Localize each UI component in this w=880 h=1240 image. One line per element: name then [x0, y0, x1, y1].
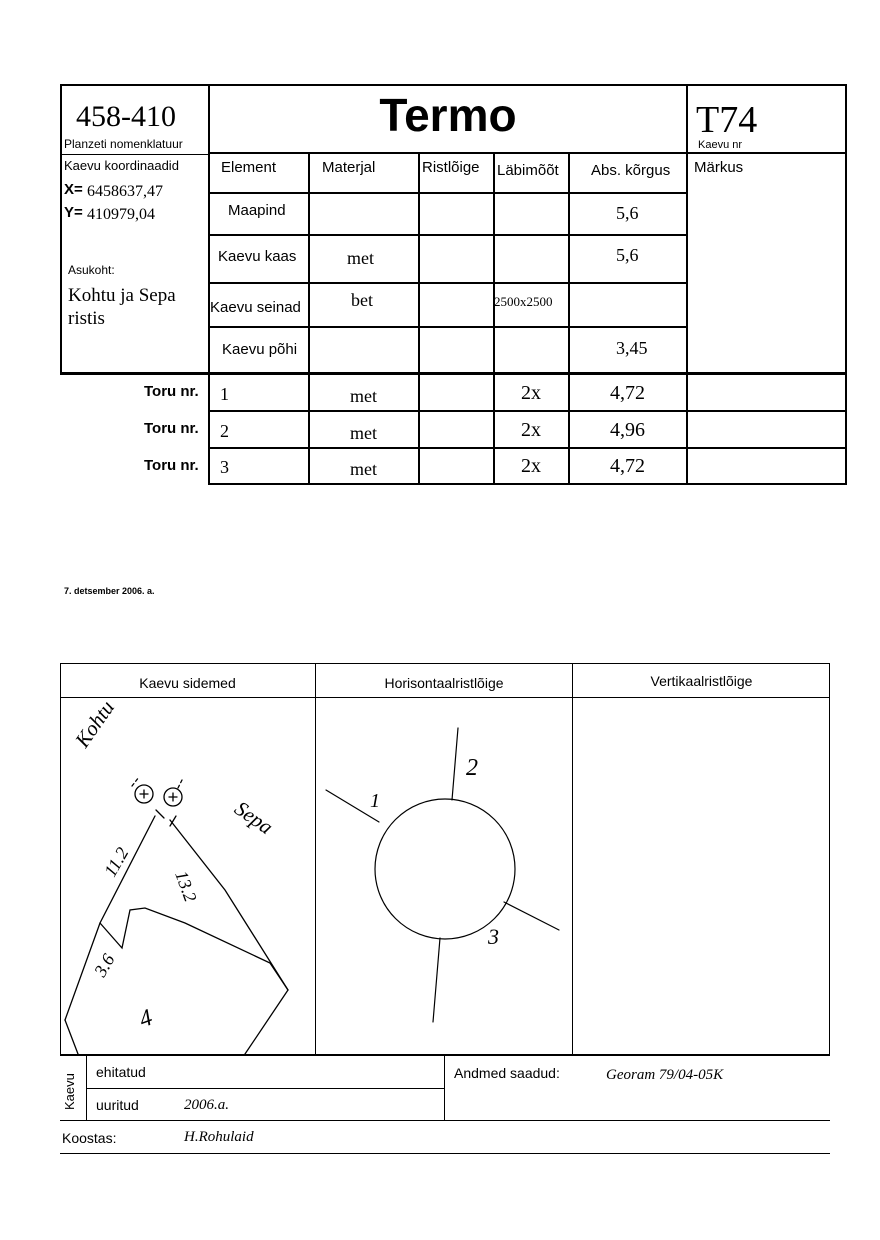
col-header-material: Materjal — [322, 159, 376, 176]
pipe-nr: 2 — [220, 421, 229, 441]
pipe-height: 4,72 — [610, 455, 645, 477]
pipe-nr: 3 — [220, 457, 229, 477]
row-element: Kaevu seinad — [210, 299, 301, 316]
row-diameter: 2500x2500 — [494, 294, 553, 309]
document-date: 7. detsember 2006. a. — [64, 586, 155, 596]
col-header-cross: Ristlõige — [422, 159, 480, 176]
col-header-notes: Märkus — [694, 159, 744, 176]
author-value: H.Rohulaid — [184, 1129, 254, 1145]
row-height: 5,6 — [616, 203, 639, 223]
pipe-diameter: 2x — [521, 382, 541, 404]
sketch-dist-11: 11.2 — [100, 843, 133, 880]
pipe-height: 4,72 — [610, 382, 645, 404]
pipe-label: Toru nr. — [144, 383, 199, 400]
col-header-height: Abs. kõrgus — [591, 162, 671, 179]
row-material: bet — [351, 290, 373, 310]
pipe-nr: 1 — [220, 384, 229, 404]
pipe-material: met — [350, 423, 377, 443]
col-header-diameter: Läbimõõt — [497, 162, 559, 179]
location-value-2: ristis — [68, 308, 105, 329]
x-value: 6458637,47 — [87, 183, 163, 200]
col-horizontal: Horisontaalristlõige — [384, 675, 504, 691]
location-value-1: Kohtu ja Sepa — [68, 285, 176, 306]
surveyed-label: uuritud — [96, 1097, 139, 1113]
author-label: Koostas: — [62, 1130, 117, 1146]
y-value: 410979,04 — [87, 206, 155, 223]
row-element: Kaevu kaas — [218, 248, 297, 265]
col-sidemed: Kaevu sidemed — [139, 675, 236, 691]
coordinates-label: Kaevu koordinaadid — [64, 158, 179, 173]
pipe-marker-3: 3 — [488, 924, 499, 949]
y-label: Y= — [64, 204, 83, 221]
source-value: Georam 79/04-05K — [606, 1067, 724, 1083]
pipe-material: met — [350, 459, 377, 479]
pipe-marker-2: 2 — [466, 755, 478, 781]
col-header-element: Element — [221, 159, 277, 176]
pipe-label: Toru nr. — [144, 457, 199, 474]
sketch-label-sepa: Sepa — [230, 796, 278, 840]
location-label: Asukoht: — [68, 263, 115, 277]
source-label: Andmed saadud: — [454, 1065, 560, 1081]
pipe-diameter: 2x — [521, 455, 541, 477]
sketch-house-number: 4 — [135, 1004, 156, 1034]
row-element: Maapind — [228, 202, 286, 219]
nomenclature-value: 458-410 — [76, 100, 176, 133]
pipe-marker-1: 1 — [370, 790, 380, 812]
pipe-material: met — [350, 386, 377, 406]
sketch-dist-13: 13.2 — [171, 868, 201, 905]
sketch-label-kohtu: Kohtu — [70, 695, 120, 752]
row-element: Kaevu põhi — [222, 341, 298, 358]
horizontal-section-sketch — [316, 698, 572, 1054]
pipe-height: 4,96 — [610, 419, 645, 441]
row-material: met — [347, 248, 374, 268]
col-vertical: Vertikaalristlõige — [650, 673, 753, 689]
well-number: T74 — [696, 99, 758, 141]
surveyed-value: 2006.a. — [184, 1097, 229, 1113]
page-title: Termo — [379, 89, 517, 141]
pipe-diameter: 2x — [521, 419, 541, 441]
pipe-label: Toru nr. — [144, 420, 199, 437]
sketch-dist-3: 3.6 — [90, 950, 119, 980]
built-label: ehitatud — [96, 1064, 146, 1080]
footer-side-label: Kaevu — [62, 1073, 77, 1110]
x-label: X= — [64, 181, 83, 198]
row-height: 5,6 — [616, 245, 639, 265]
row-height: 3,45 — [616, 338, 648, 358]
nomenclature-label: Planzeti nomenklatuur — [64, 137, 183, 151]
well-number-label: Kaevu nr — [698, 139, 743, 151]
